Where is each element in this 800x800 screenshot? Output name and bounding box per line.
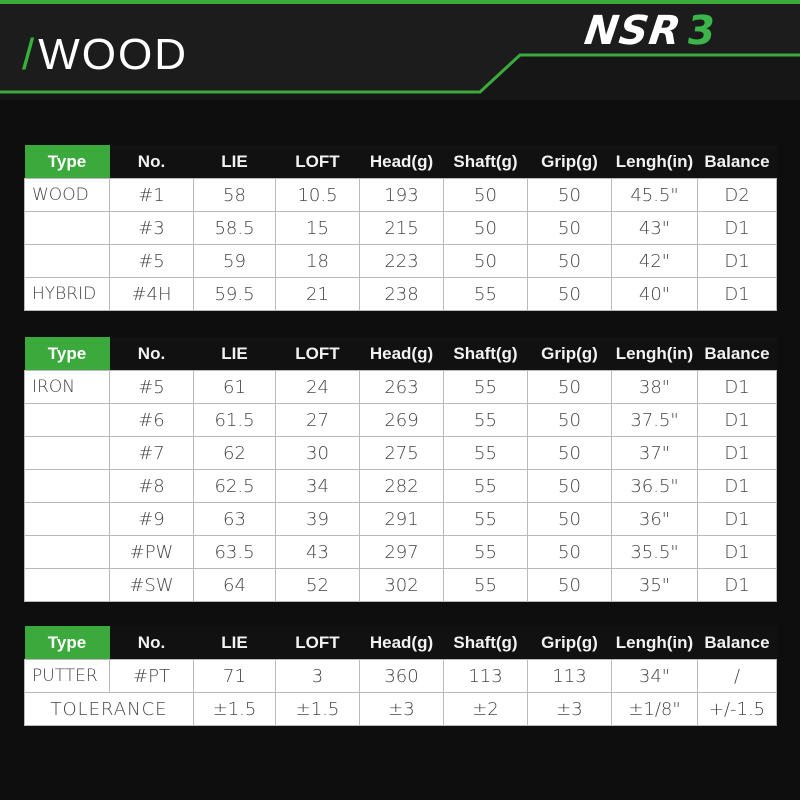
tolerance-cell: ±2: [444, 693, 528, 726]
column-header: Balance: [698, 145, 777, 179]
table-body: [25, 660, 777, 726]
column-header: LOFT: [276, 145, 360, 179]
column-header-type: Type: [25, 145, 110, 179]
table-cell: D1: [698, 437, 777, 470]
table-row: [25, 371, 777, 404]
table-cell: 360: [360, 660, 444, 693]
table-cell: 223: [360, 245, 444, 278]
table-row: [25, 660, 777, 693]
table-cell: 50: [528, 278, 612, 311]
type-cell: [25, 503, 110, 536]
table-cell: D1: [698, 470, 777, 503]
table-cell: 39: [276, 503, 360, 536]
table-cell: 55: [444, 470, 528, 503]
table-cell: 59: [194, 245, 276, 278]
table-header-row: [25, 626, 777, 660]
table-cell: /: [698, 660, 777, 693]
page-title: /WOOD: [22, 30, 188, 79]
table-cell: 55: [444, 404, 528, 437]
table-header-row: [25, 337, 777, 371]
column-header: Shaft(g): [444, 145, 528, 179]
tolerance-cell: ±1.5: [276, 693, 360, 726]
type-cell: HYBRID: [25, 278, 110, 311]
tolerance-label: TOLERANCE: [25, 693, 194, 726]
column-header: Grip(g): [528, 626, 612, 660]
table-cell: 45.5": [612, 179, 698, 212]
table-cell: 50: [528, 212, 612, 245]
column-header: Lengh(in): [612, 337, 698, 371]
type-cell: [25, 245, 110, 278]
iron-spec-table: [24, 337, 777, 602]
tolerance-cell: ±3: [360, 693, 444, 726]
table-cell: 50: [444, 179, 528, 212]
table-cell: 55: [444, 437, 528, 470]
wood-hybrid-spec-table: [24, 145, 777, 311]
table-cell: 55: [444, 278, 528, 311]
table-body: [25, 371, 777, 602]
table-cell: 52: [276, 569, 360, 602]
column-header: LIE: [194, 626, 276, 660]
type-cell: IRON: [25, 371, 110, 404]
table-cell: #8: [110, 470, 194, 503]
table-cell: 215: [360, 212, 444, 245]
table-row: [25, 278, 777, 311]
column-header: LOFT: [276, 626, 360, 660]
table-row: [25, 179, 777, 212]
table-cell: 50: [528, 437, 612, 470]
table-cell: D1: [698, 536, 777, 569]
table-cell: 35.5": [612, 536, 698, 569]
brand-logo: NSR3: [581, 8, 720, 54]
column-header: No.: [110, 337, 194, 371]
table-row: [25, 470, 777, 503]
table-cell: 263: [360, 371, 444, 404]
table-cell: D2: [698, 179, 777, 212]
type-cell: PUTTER: [25, 660, 110, 693]
table-cell: 37": [612, 437, 698, 470]
table-cell: 30: [276, 437, 360, 470]
table-cell: 50: [528, 503, 612, 536]
type-cell: [25, 536, 110, 569]
type-cell: [25, 569, 110, 602]
table-cell: 55: [444, 536, 528, 569]
table-cell: #5: [110, 371, 194, 404]
table-cell: 193: [360, 179, 444, 212]
table-cell: 113: [528, 660, 612, 693]
table-cell: 3: [276, 660, 360, 693]
column-header: Head(g): [360, 626, 444, 660]
table-cell: #1: [110, 179, 194, 212]
column-header: LIE: [194, 145, 276, 179]
table-cell: 10.5: [276, 179, 360, 212]
table-cell: #SW: [110, 569, 194, 602]
table-cell: 58.5: [194, 212, 276, 245]
table-cell: 302: [360, 569, 444, 602]
column-header: LOFT: [276, 337, 360, 371]
table-cell: #PW: [110, 536, 194, 569]
table-cell: 38": [612, 371, 698, 404]
table-cell: 63: [194, 503, 276, 536]
table-cell: 37.5": [612, 404, 698, 437]
table-cell: 64: [194, 569, 276, 602]
table-row: [25, 536, 777, 569]
table-row: [25, 437, 777, 470]
type-cell: WOOD: [25, 179, 110, 212]
table-cell: 27: [276, 404, 360, 437]
table-cell: 18: [276, 245, 360, 278]
column-header: Shaft(g): [444, 337, 528, 371]
column-header: LIE: [194, 337, 276, 371]
table-cell: 43: [276, 536, 360, 569]
column-header-type: Type: [25, 337, 110, 371]
table-cell: #9: [110, 503, 194, 536]
table-cell: D1: [698, 404, 777, 437]
table-row: [25, 503, 777, 536]
table-cell: 113: [444, 660, 528, 693]
table-cell: 55: [444, 569, 528, 602]
column-header: Head(g): [360, 337, 444, 371]
table-cell: 43": [612, 212, 698, 245]
table-cell: 275: [360, 437, 444, 470]
table-cell: 35": [612, 569, 698, 602]
column-header: Grip(g): [528, 145, 612, 179]
table-cell: 36.5": [612, 470, 698, 503]
column-header: Balance: [698, 626, 777, 660]
table-cell: 63.5: [194, 536, 276, 569]
type-cell: [25, 470, 110, 503]
table-cell: 50: [528, 536, 612, 569]
column-header: Lengh(in): [612, 626, 698, 660]
table-row: [25, 245, 777, 278]
table-row: [25, 569, 777, 602]
table-cell: 40": [612, 278, 698, 311]
table-cell: 42": [612, 245, 698, 278]
footer-band: [0, 745, 800, 800]
type-cell: [25, 404, 110, 437]
table-cell: 61: [194, 371, 276, 404]
table-cell: 61.5: [194, 404, 276, 437]
table-cell: #5: [110, 245, 194, 278]
table-cell: D1: [698, 245, 777, 278]
column-header: Shaft(g): [444, 626, 528, 660]
table-cell: 59.5: [194, 278, 276, 311]
table-cell: D1: [698, 569, 777, 602]
tolerance-cell: ±1.5: [194, 693, 276, 726]
type-cell: [25, 212, 110, 245]
table-cell: 34": [612, 660, 698, 693]
table-cell: #PT: [110, 660, 194, 693]
table-cell: 269: [360, 404, 444, 437]
table-cell: 50: [528, 470, 612, 503]
column-header: Head(g): [360, 145, 444, 179]
table-cell: D1: [698, 371, 777, 404]
table-cell: 50: [444, 245, 528, 278]
column-header: Lengh(in): [612, 145, 698, 179]
table-cell: D1: [698, 278, 777, 311]
table-cell: 15: [276, 212, 360, 245]
table-body: [25, 179, 777, 311]
column-header-type: Type: [25, 626, 110, 660]
table-cell: 50: [528, 371, 612, 404]
table-cell: 50: [444, 212, 528, 245]
table-cell: 55: [444, 371, 528, 404]
table-cell: #4H: [110, 278, 194, 311]
table-cell: #3: [110, 212, 194, 245]
table-cell: 34: [276, 470, 360, 503]
table-row: [25, 212, 777, 245]
tolerance-cell: +/-1.5: [698, 693, 777, 726]
tolerance-row: [25, 693, 777, 726]
table-cell: 297: [360, 536, 444, 569]
table-row: [25, 404, 777, 437]
table-cell: 71: [194, 660, 276, 693]
table-cell: D1: [698, 503, 777, 536]
table-cell: 50: [528, 404, 612, 437]
table-cell: 238: [360, 278, 444, 311]
table-cell: D1: [698, 212, 777, 245]
table-cell: 282: [360, 470, 444, 503]
table-cell: 58: [194, 179, 276, 212]
table-cell: #7: [110, 437, 194, 470]
table-cell: 50: [528, 245, 612, 278]
table-cell: 21: [276, 278, 360, 311]
column-header: No.: [110, 145, 194, 179]
tolerance-cell: ±3: [528, 693, 612, 726]
table-cell: 62: [194, 437, 276, 470]
table-cell: 50: [528, 179, 612, 212]
table-cell: 50: [528, 569, 612, 602]
table-cell: 62.5: [194, 470, 276, 503]
header-band: [0, 0, 800, 100]
table-cell: #6: [110, 404, 194, 437]
type-cell: [25, 437, 110, 470]
tolerance-cell: ±1/8": [612, 693, 698, 726]
column-header: Grip(g): [528, 337, 612, 371]
table-cell: 291: [360, 503, 444, 536]
putter-spec-table: [24, 626, 777, 726]
table-cell: 24: [276, 371, 360, 404]
table-cell: 36": [612, 503, 698, 536]
column-header: Balance: [698, 337, 777, 371]
column-header: No.: [110, 626, 194, 660]
table-cell: 55: [444, 503, 528, 536]
table-header-row: [25, 145, 777, 179]
